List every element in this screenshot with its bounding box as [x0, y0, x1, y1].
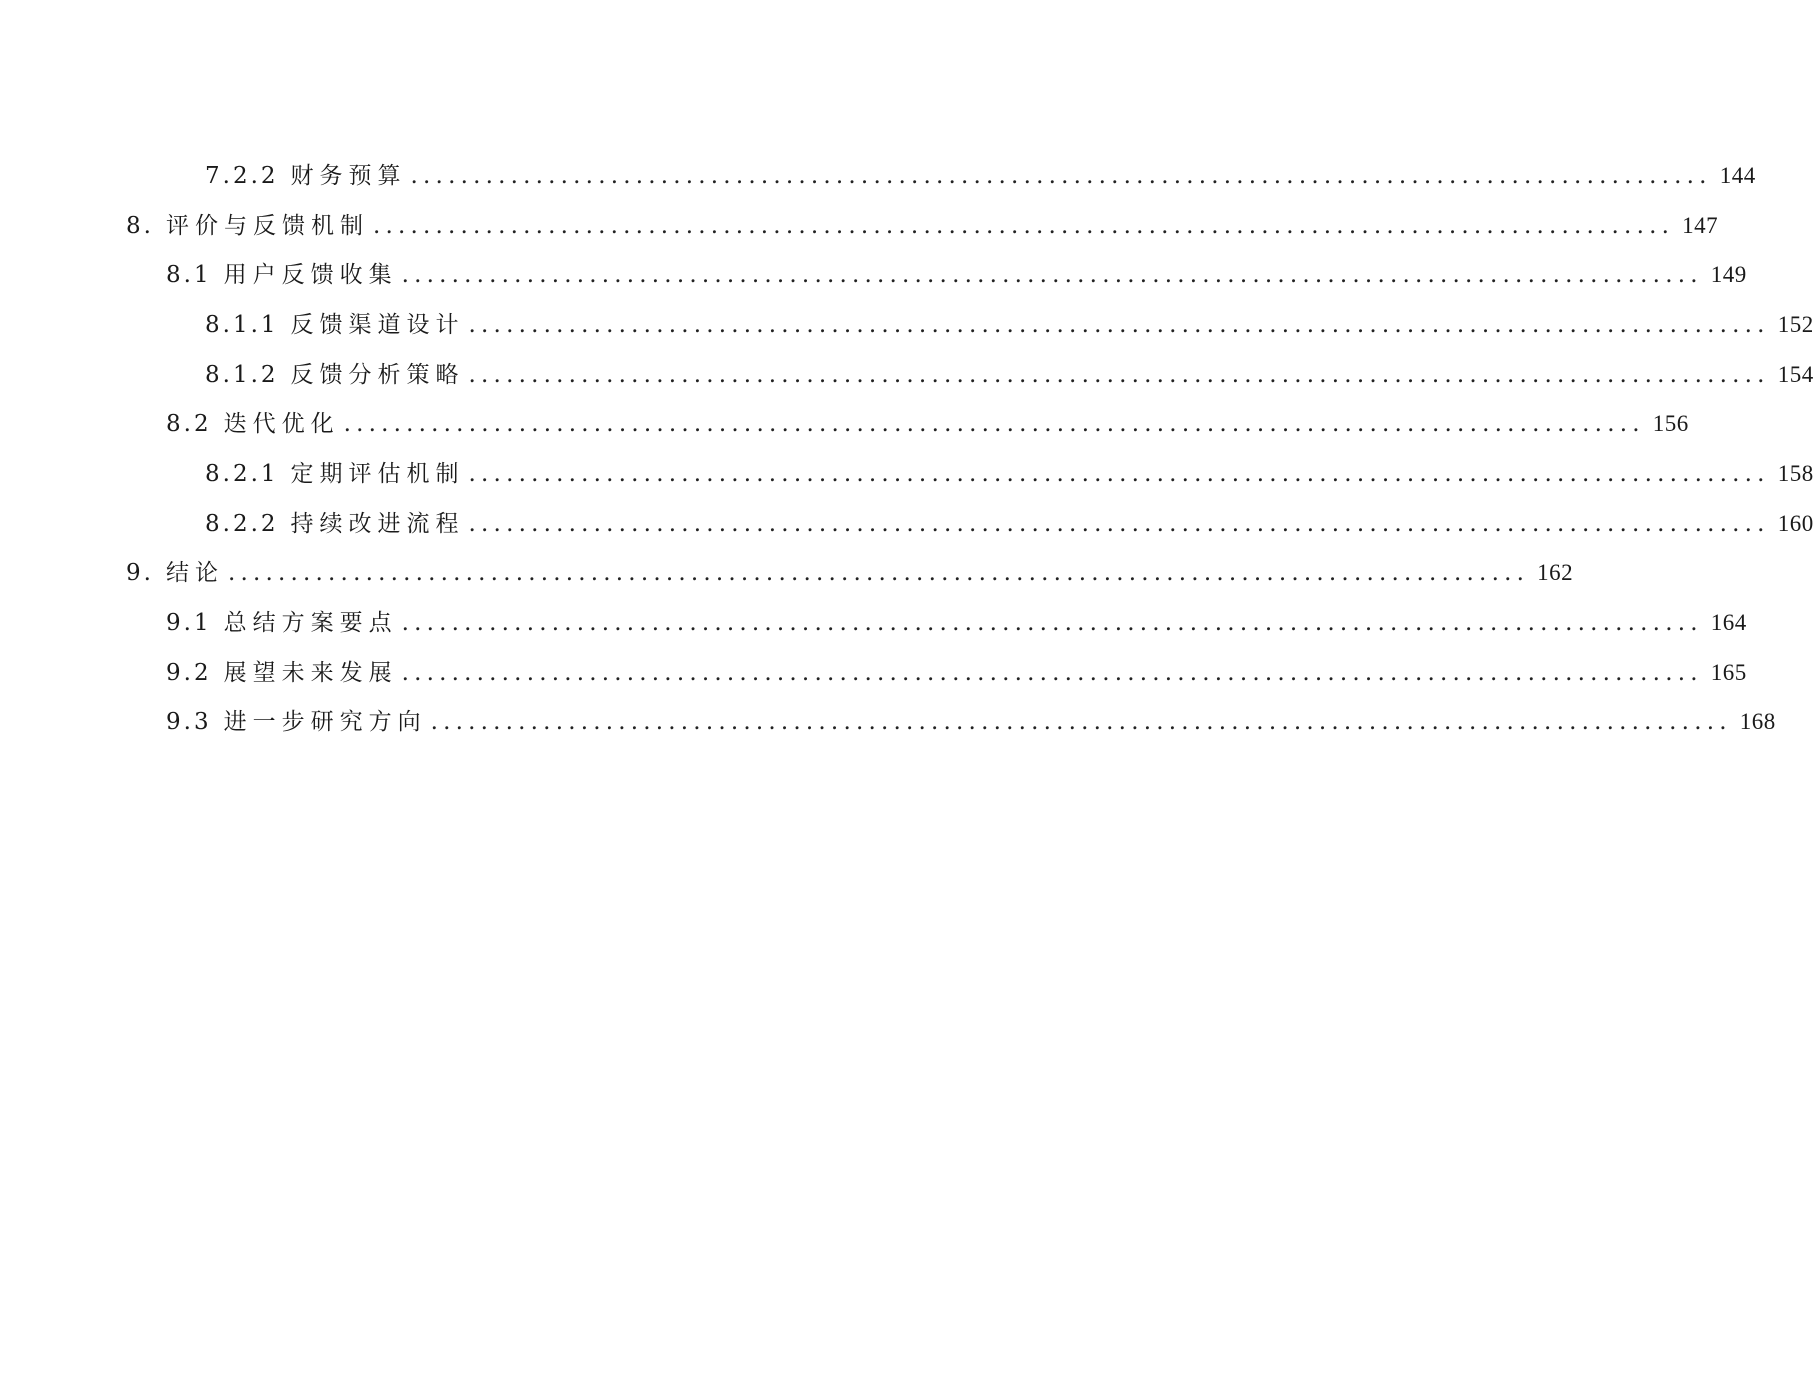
toc-entry-page: 168	[1739, 709, 1776, 734]
toc-entry-number: 9.	[126, 560, 154, 586]
toc-dot-leader: ........................................................................................................	[410, 163, 1712, 189]
toc-entry-title: 展望未来发展	[223, 660, 398, 686]
toc-entry-page: 147	[1682, 213, 1719, 238]
toc-dot-leader: ........................................................................................................	[401, 262, 1703, 288]
toc-entry-8-1[interactable]	[166, 255, 1747, 295]
toc-dot-leader: ........................................................................................................	[468, 461, 1770, 487]
toc-dot-leader: ........................................................................................................	[468, 362, 1770, 388]
toc-entry-title: 反馈渠道设计	[290, 312, 465, 338]
toc-entry-title: 定期评估机制	[290, 461, 465, 487]
toc-entry-number: 8.1.1	[205, 312, 279, 338]
toc-entry-number: 8.1.2	[205, 362, 279, 388]
toc-entry-8-1-2[interactable]	[205, 355, 1814, 395]
toc-entry-title: 进一步研究方向	[223, 709, 427, 735]
toc-dot-leader: ........................................................................................................	[227, 560, 1530, 586]
toc-entry-page: 162	[1537, 560, 1574, 585]
toc-entry-number: 8.2.1	[205, 461, 279, 487]
toc-entry-8-2-2[interactable]	[205, 504, 1814, 544]
toc-entry-9-1[interactable]	[166, 603, 1747, 643]
toc-entry-page: 160	[1777, 511, 1814, 536]
toc-entry-title: 反馈分析策略	[290, 362, 465, 388]
toc-entry-7-2-2[interactable]	[205, 156, 1756, 196]
toc-entry-title: 总结方案要点	[223, 610, 398, 636]
toc-dot-leader: ........................................................................................................	[401, 660, 1703, 686]
toc-entry-page: 144	[1719, 163, 1756, 188]
toc-dot-leader: ........................................................................................................	[430, 709, 1732, 735]
toc-entry-number: 8.	[126, 213, 154, 239]
toc-entry-9-3[interactable]	[166, 702, 1776, 742]
toc-entry-number: 7.2.2	[205, 163, 279, 189]
toc-entry-page: 149	[1710, 262, 1747, 287]
toc-entry-number: 8.2.2	[205, 511, 279, 537]
toc-entry-number: 9.3	[166, 709, 212, 735]
toc-entry-page: 158	[1777, 461, 1814, 486]
toc-entry-title: 持续改进流程	[290, 511, 465, 537]
toc-entry-page: 154	[1777, 362, 1814, 387]
toc-entry-title: 评价与反馈机制	[165, 213, 369, 239]
toc-entry-number: 9.2	[166, 660, 212, 686]
toc-dot-leader: ........................................................................................................	[343, 411, 1645, 437]
toc-entry-title: 结论	[165, 560, 224, 586]
toc-entry-number: 8.1	[166, 262, 212, 288]
toc-entry-8-2[interactable]	[166, 404, 1689, 444]
toc-entry-8[interactable]	[126, 206, 1719, 246]
toc-dot-leader: ........................................................................................................	[372, 213, 1675, 239]
toc-entry-9-2[interactable]	[166, 653, 1747, 693]
toc-entry-page: 165	[1710, 660, 1747, 685]
toc-entry-title: 迭代优化	[223, 411, 340, 437]
toc-dot-leader: ........................................................................................................	[468, 511, 1770, 537]
toc-entry-page: 156	[1652, 411, 1689, 436]
toc-entry-title: 财务预算	[290, 163, 407, 189]
toc-dot-leader: ........................................................................................................	[401, 610, 1703, 636]
toc-entry-8-1-1[interactable]	[205, 305, 1814, 345]
toc-entry-9[interactable]	[126, 553, 1574, 593]
toc-entry-number: 9.1	[166, 610, 212, 636]
toc-entry-page: 164	[1710, 610, 1747, 635]
toc-dot-leader: ........................................................................................................	[468, 312, 1770, 338]
toc-entry-title: 用户反馈收集	[223, 262, 398, 288]
toc-entry-page: 152	[1777, 312, 1814, 337]
toc-entry-8-2-1[interactable]	[205, 454, 1814, 494]
toc-entry-number: 8.2	[166, 411, 212, 437]
